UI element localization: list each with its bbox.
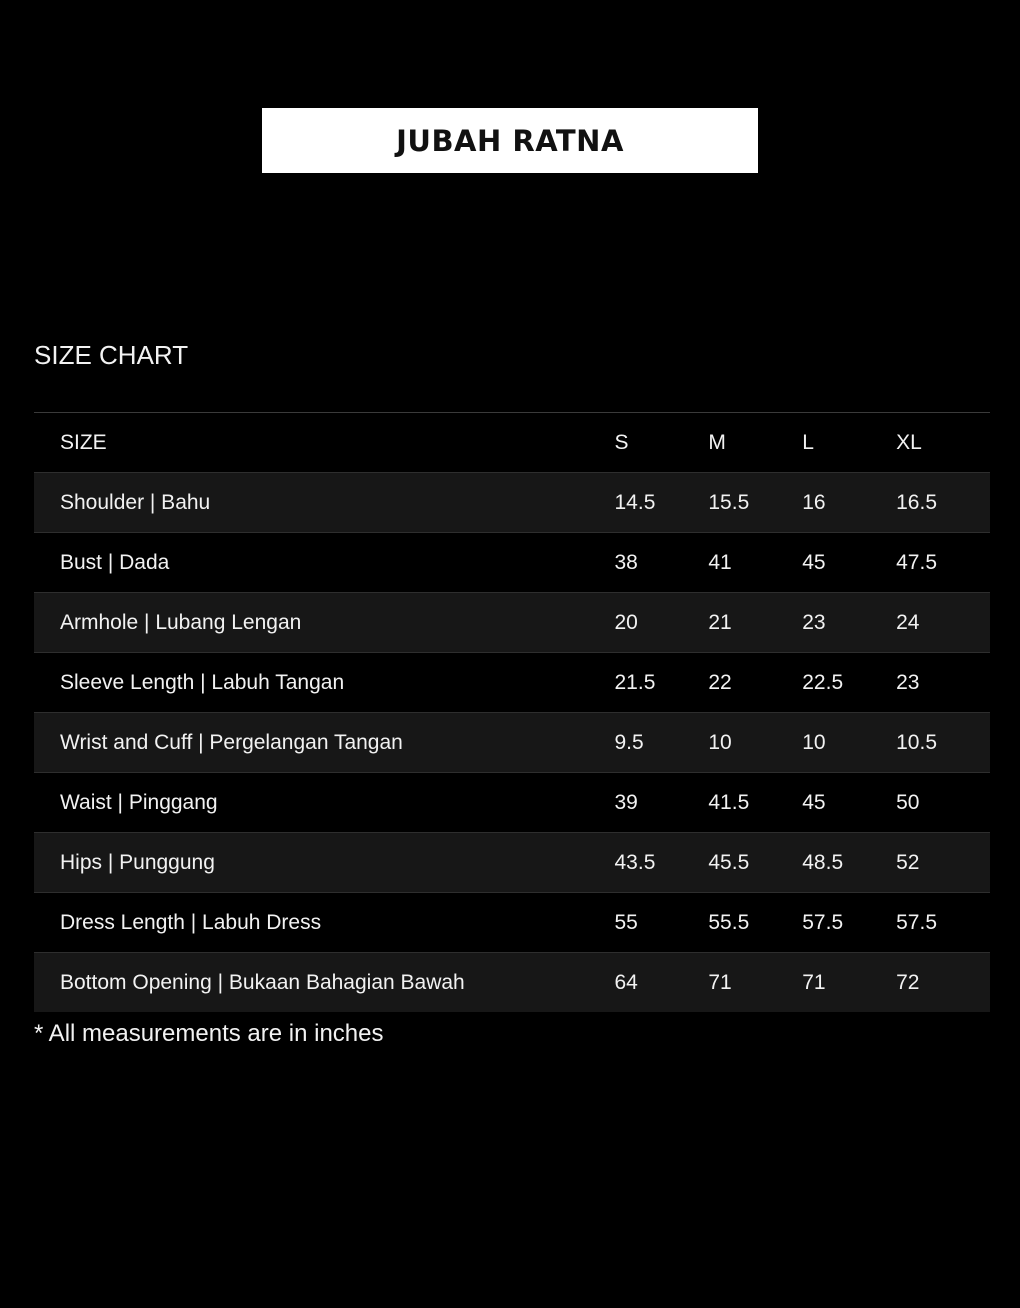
cell-m: 71 (708, 970, 732, 994)
cell-l: 57.5 (802, 910, 844, 934)
cell-xl: 23 (896, 670, 920, 694)
cell-xl: 72 (896, 970, 920, 994)
header-m: M (708, 430, 726, 454)
product-title-box (262, 108, 758, 173)
cell-xl: 10.5 (896, 730, 937, 754)
row-label: Wrist and Cuff | Pergelangan Tangan (60, 730, 403, 754)
cell-xl: 50 (896, 790, 920, 814)
cell-m: 41 (708, 550, 732, 574)
cell-l: 71 (802, 970, 826, 994)
header-xl: XL (896, 430, 922, 454)
cell-xl: 57.5 (896, 910, 937, 934)
table-row (34, 772, 990, 832)
cell-s: 21.5 (614, 670, 656, 694)
header-size: SIZE (60, 430, 107, 454)
row-label: Shoulder | Bahu (60, 490, 211, 514)
measurement-note: * All measurements are in inches (34, 1020, 384, 1047)
row-label: Sleeve Length | Labuh Tangan (60, 670, 345, 694)
cell-m: 21 (708, 610, 732, 634)
row-label: Waist | Pinggang (60, 790, 218, 814)
row-label: Bottom Opening | Bukaan Bahagian Bawah (60, 970, 465, 994)
header-s: S (614, 430, 629, 454)
table-row (34, 892, 990, 952)
cell-s: 14.5 (614, 490, 656, 514)
table-row (34, 712, 990, 772)
table-row (34, 592, 990, 652)
cell-l: 22.5 (802, 670, 844, 694)
cell-s: 39 (614, 790, 638, 814)
cell-s: 20 (614, 610, 638, 634)
product-title: JUBAH RATNA (396, 123, 624, 158)
table-row (34, 952, 990, 1012)
cell-m: 10 (708, 730, 732, 754)
row-label: Armhole | Lubang Lengan (60, 610, 302, 634)
cell-xl: 24 (896, 610, 920, 634)
row-label: Dress Length | Labuh Dress (60, 910, 322, 934)
size-chart-heading: SIZE CHART (34, 340, 189, 370)
cell-s: 55 (614, 910, 638, 934)
row-label: Hips | Punggung (60, 850, 215, 874)
cell-m: 15.5 (708, 490, 750, 514)
cell-m: 22 (708, 670, 732, 694)
cell-s: 43.5 (614, 850, 656, 874)
table-row (34, 832, 990, 892)
table-row (34, 652, 990, 712)
cell-m: 55.5 (708, 910, 750, 934)
size-chart-table (34, 412, 990, 1012)
table-row (34, 472, 990, 532)
cell-l: 10 (802, 730, 826, 754)
cell-l: 23 (802, 610, 826, 634)
table-row (34, 532, 990, 592)
cell-l: 16 (802, 490, 826, 514)
cell-s: 38 (614, 550, 638, 574)
header-l: L (802, 430, 814, 454)
cell-m: 45.5 (708, 850, 750, 874)
cell-s: 64 (614, 970, 638, 994)
cell-xl: 16.5 (896, 490, 937, 514)
cell-l: 48.5 (802, 850, 844, 874)
cell-xl: 52 (896, 850, 920, 874)
row-label: Bust | Dada (60, 550, 170, 574)
table-header-row (34, 412, 990, 472)
cell-l: 45 (802, 790, 826, 814)
cell-xl: 47.5 (896, 550, 937, 574)
cell-l: 45 (802, 550, 826, 574)
cell-s: 9.5 (614, 730, 644, 754)
cell-m: 41.5 (708, 790, 750, 814)
